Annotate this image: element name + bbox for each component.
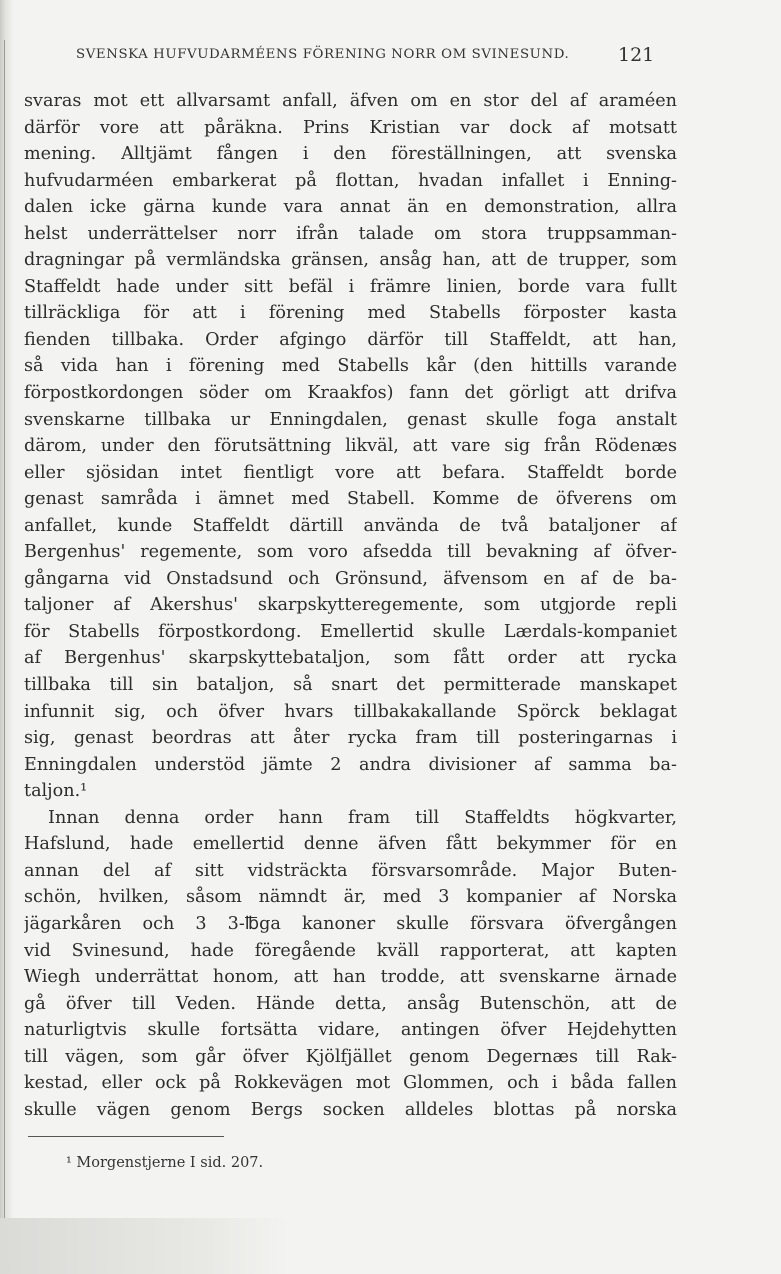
text-line: helst underrättelser norr ifrån talade om stora truppsamman-	[24, 223, 677, 244]
text-line: Enningdalen understöd jämte 2 andra divisioner af samma ba-	[24, 754, 677, 775]
text-line: skulle vägen genom Bergs socken alldeles blottas på norska	[24, 1099, 677, 1120]
text-line: svaras mot ett allvarsamt anfall, äfven om en stor del af araméen	[24, 91, 677, 111]
text-line: Bergenhus' regemente, som voro afsedda till bevakning af öfver-	[24, 542, 677, 563]
text-line: så vida han i förening med Stabells kår (den hittills varande	[24, 356, 677, 377]
text-line: af Bergenhus' skarpskyttebataljon, som fått order att rycka	[24, 648, 677, 669]
running-head: SVENSKA HUFVUDARMÉENS FÖRENING NORR OM SVINESUND.	[76, 47, 570, 62]
text-line: dalen icke gärna kunde vara annat än en demonstration, allra	[24, 197, 677, 218]
text-line: schön, hvilken, såsom nämndt är, med 3 kompanier af Norska	[24, 887, 677, 908]
text-line: hufvudarméen embarkerat på flottan, hvadan infallet i Enning-	[24, 170, 677, 191]
text-line: gångarna vid Onstadsund och Grönsund, äfvensom en af de ba-	[24, 568, 677, 589]
text-line: tillbaka till sin bataljon, så snart det permitterade manskapet	[24, 675, 677, 696]
text-line: Staffeldt hade under sitt befäl i främre linien, borde vara fullt	[24, 276, 677, 297]
page-gutter-shadow	[0, 0, 14, 1274]
paragraph-end-line: taljon.¹	[24, 781, 88, 802]
text-line: mening. Alltjämt fången i den föreställningen, att svenska	[24, 144, 677, 165]
text-line: genast samråda i ämnet med Stabell. Komme de öfverens om	[24, 489, 677, 510]
paragraph-start-line: Innan denna order hann fram till Staffeldts högkvarter,	[48, 807, 677, 828]
text-line: jägarkåren och 3 3-℔ga kanoner skulle försvara öfvergången	[24, 913, 677, 934]
text-line: tillräckliga för att i förening med Stabells förposter kasta	[24, 303, 677, 324]
text-line: gå öfver till Veden. Hände detta, ansåg Butenschön, att de	[24, 993, 677, 1014]
text-line: därför vore att påräkna. Prins Kristian var dock af motsatt	[24, 117, 677, 138]
text-line: sig, genast beordras att åter rycka fram till posteringarnas i	[24, 728, 677, 749]
text-line: fienden tillbaka. Order afgingo därför till Staffeldt, att han,	[24, 329, 677, 350]
text-line: svenskarne tillbaka ur Enningdalen, genast skulle foga anstalt	[24, 409, 677, 430]
text-line: därom, under den förutsättning likväl, att vare sig från Rödenæs	[24, 436, 677, 457]
text-line: eller sjösidan intet fientligt vore att befara. Staffeldt borde	[24, 462, 677, 483]
page-number: 121	[618, 44, 655, 66]
text-line: Hafslund, hade emellertid denne äfven fått bekymmer för en	[24, 834, 677, 855]
footnote: ¹ Morgenstjerne I sid. 207.	[66, 1155, 264, 1171]
text-line: förpostkordongen söder om Kraakfos) fann det görligt att drifva	[24, 383, 677, 404]
footnote-divider	[28, 1136, 224, 1137]
text-line: dragningar på vermländska gränsen, ansåg han, att de trupper, som	[24, 250, 677, 271]
text-line: till vägen, som går öfver Kjölfjället genom Degernæs till Rak-	[24, 1046, 677, 1067]
text-line: taljoner af Akershus' skarpskytteregemente, som utgjorde repli	[24, 595, 677, 616]
text-line: infunnit sig, och öfver hvars tillbakakallande Spörck beklagat	[24, 701, 677, 722]
text-line: naturligtvis skulle fortsätta vidare, antingen öfver Hejdehytten	[24, 1020, 677, 1041]
text-line: vid Svinesund, hade föregående kväll rapporterat, att kapten	[24, 940, 677, 961]
text-line: anfallet, kunde Staffeldt därtill använda de två bataljoner af	[24, 515, 677, 536]
text-line: för Stabells förpostkordong. Emellertid skulle Lærdals-kompaniet	[24, 621, 677, 642]
text-line: kestad, eller ock på Rokkevägen mot Glommen, och i båda fallen	[24, 1073, 677, 1094]
text-line: Wiegh underrättat honom, att han trodde, att svenskarne ärnade	[24, 967, 677, 988]
text-line: annan del af sitt vidsträckta försvarsområde. Major Buten-	[24, 860, 677, 881]
binding-edge	[4, 40, 5, 1220]
scan-shadow	[0, 1218, 290, 1274]
body-text	[24, 88, 677, 1123]
